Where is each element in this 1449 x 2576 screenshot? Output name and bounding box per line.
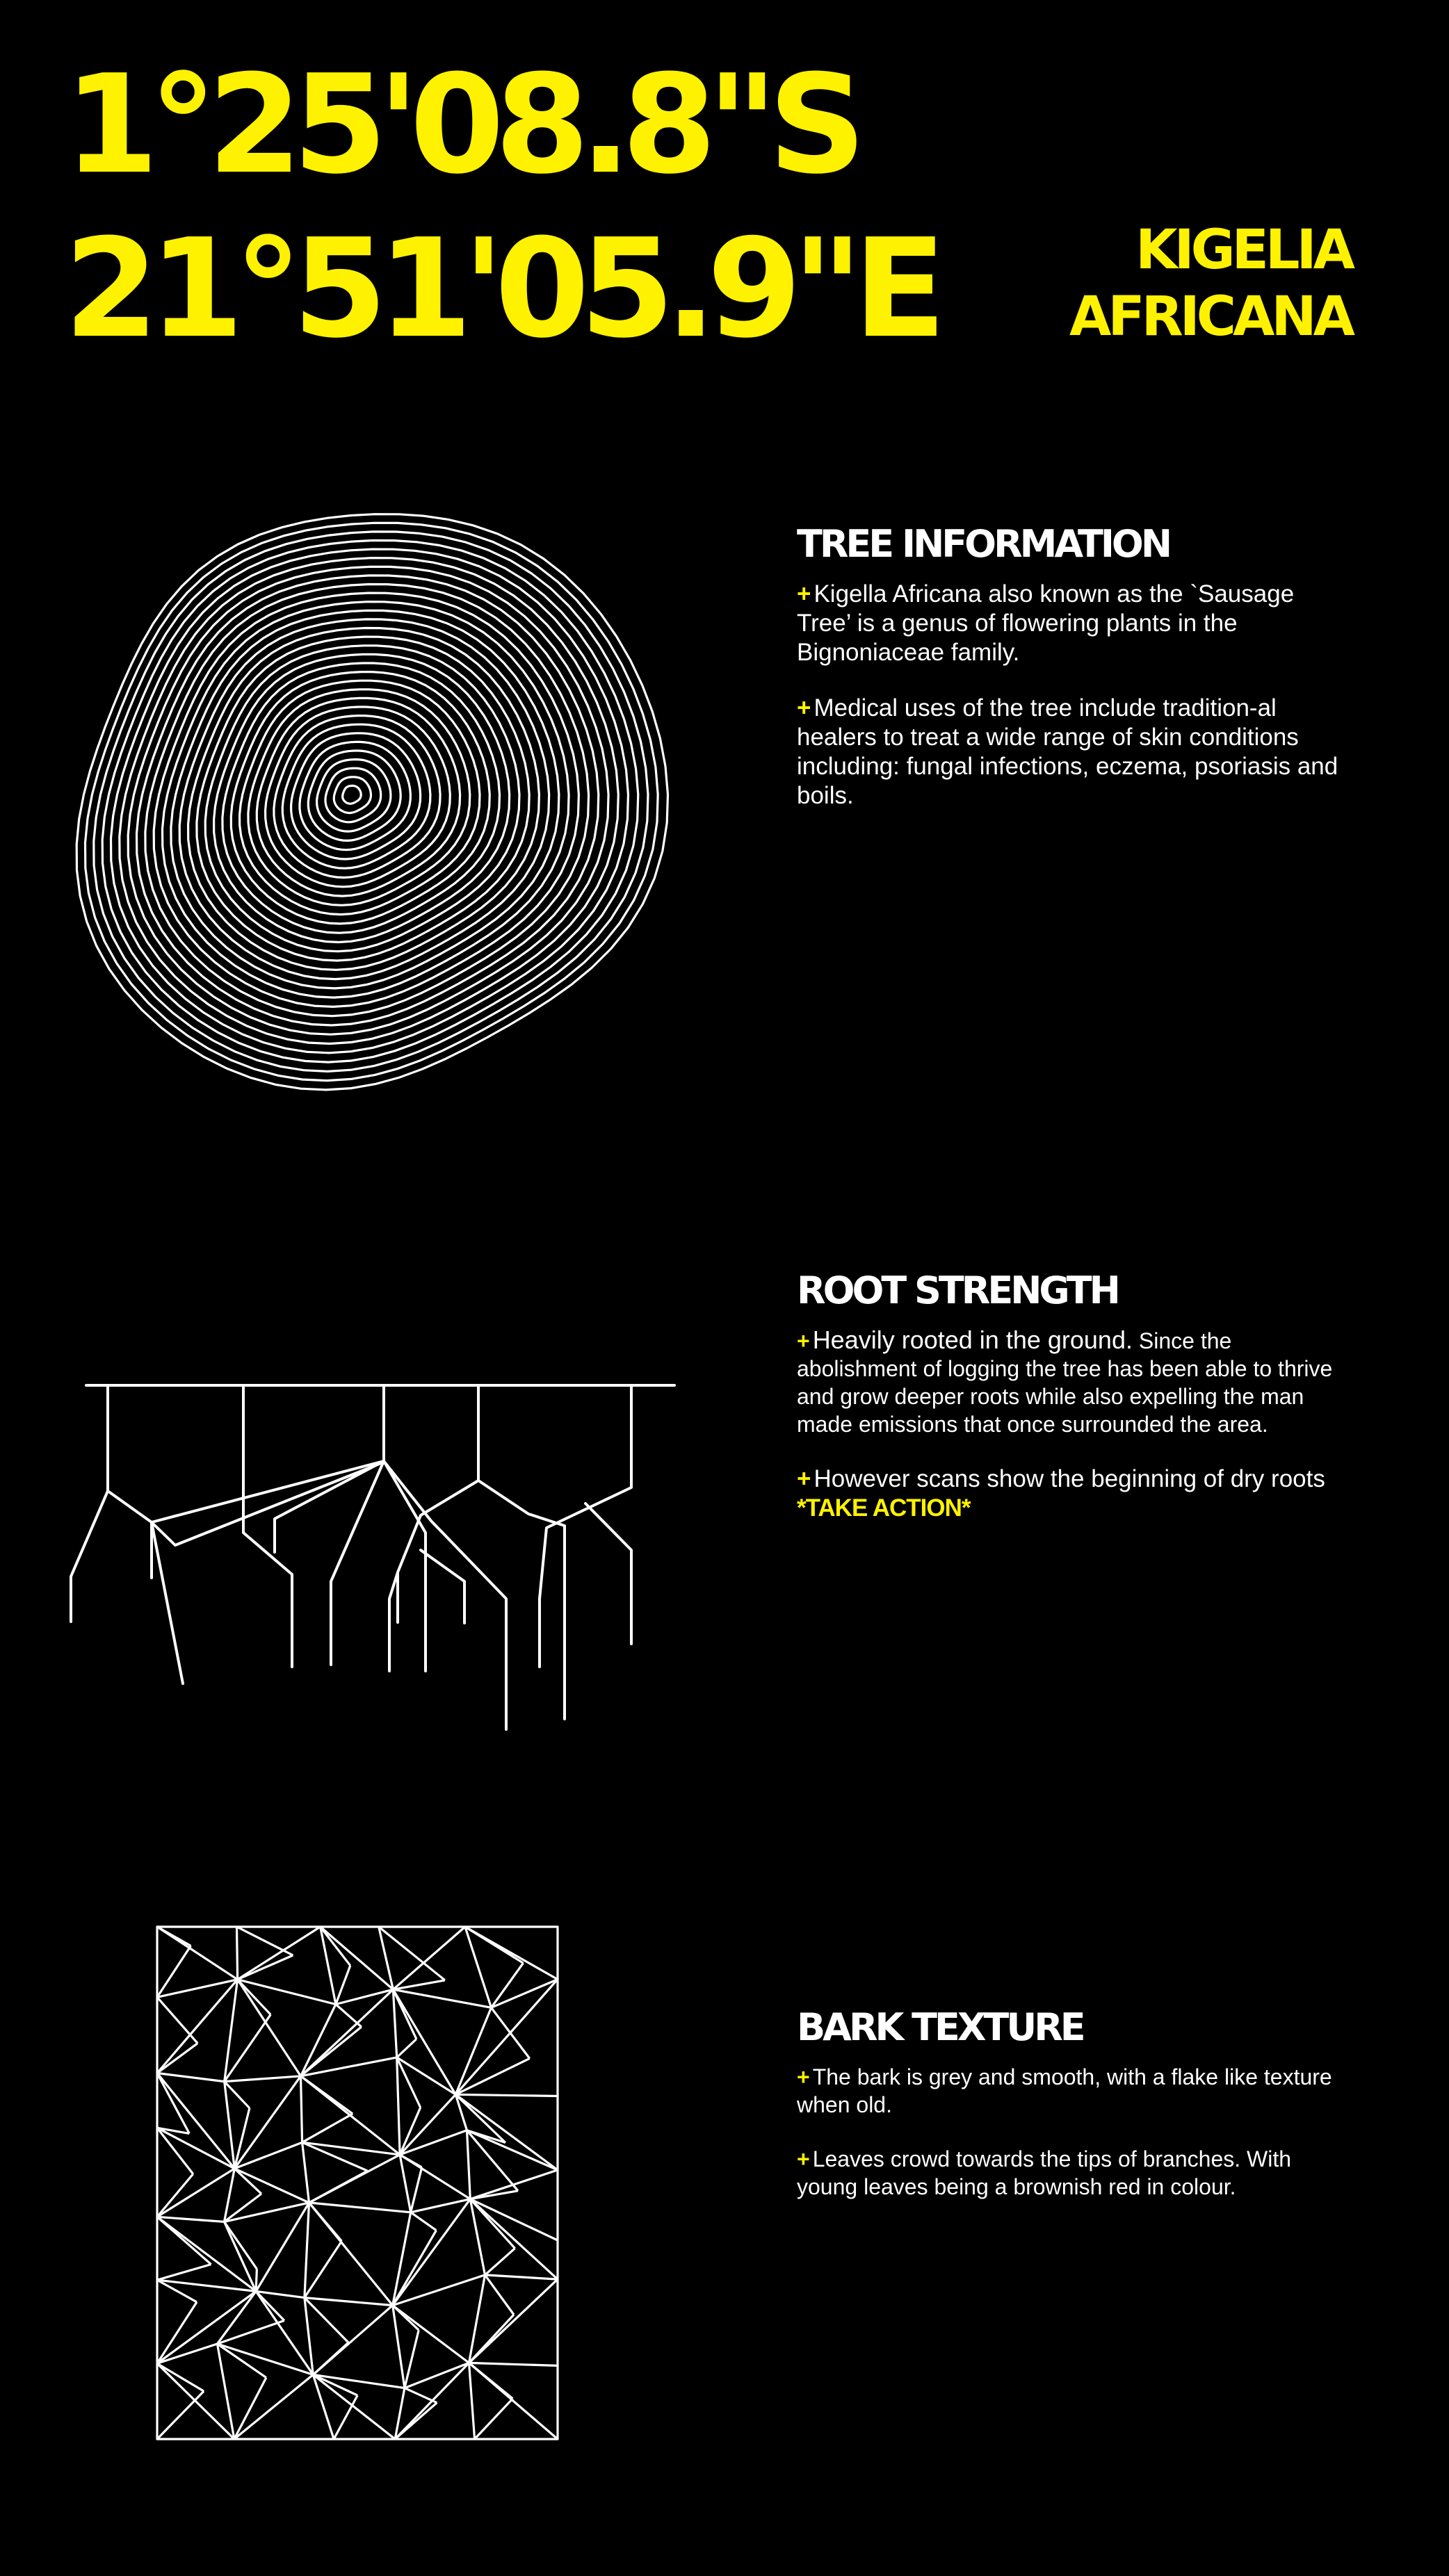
root-path (275, 1387, 384, 1552)
bark-crack (234, 2378, 266, 2439)
bark-crack (397, 2039, 416, 2057)
plus-icon: + (797, 580, 811, 608)
bark-crack (309, 2171, 368, 2203)
root-path (478, 1481, 565, 1719)
bark-crack (225, 2082, 235, 2169)
bark-crack (157, 2280, 256, 2291)
bark-crack (469, 2363, 558, 2365)
bark-crack (225, 2222, 257, 2269)
tree-ring (282, 724, 430, 868)
bark-crack (305, 2241, 342, 2297)
bark-crack (393, 1989, 455, 2094)
bark-crack (218, 2344, 314, 2374)
bark-crack (234, 2169, 261, 2194)
plus-icon: + (797, 2146, 810, 2171)
latitude-coordinate: 1°25'08.8"S (64, 46, 857, 204)
root-strength-lead: Heavily rooted in the ground. (812, 1326, 1133, 1354)
bark-crack (455, 2094, 558, 2096)
bark-crack (393, 2306, 469, 2363)
bark-crack (469, 2363, 513, 2398)
bark-crack (301, 2076, 353, 2114)
bark-texture-section (797, 2005, 1353, 2227)
bark-crack (393, 1989, 396, 2057)
bark-crack (237, 1927, 238, 1980)
bark-crack (302, 2142, 309, 2203)
tree-ring (274, 716, 440, 878)
bark-crack (157, 2217, 225, 2222)
bark-crack (301, 2005, 336, 2076)
bark-crack (475, 2399, 513, 2439)
root-path (108, 1491, 183, 1684)
bark-crack (469, 2363, 475, 2439)
bark-texture-text-2: Leaves crowd towards the tips of branches. With young leaves being a brownish red in colour. (797, 2146, 1292, 2199)
bark-crack (465, 1927, 524, 1963)
root-path (243, 1387, 292, 1667)
bark-crack (309, 2203, 342, 2241)
bark-crack (157, 2128, 234, 2169)
bark-crack (393, 2199, 471, 2306)
bark-crack (157, 2128, 193, 2174)
bark-crack (400, 2155, 411, 2212)
root-path (540, 1387, 631, 1667)
bark-crack (393, 1989, 416, 2039)
bark-crack (397, 2057, 400, 2155)
root-strength-paragraph-1 (797, 1326, 1353, 1438)
bark-crack (393, 1927, 465, 1989)
bark-crack (393, 1989, 491, 2007)
root-strength-text-2: However scans show the beginning of dry roots (813, 1465, 1325, 1492)
bark-crack (157, 2217, 256, 2291)
bark-crack (455, 2058, 529, 2094)
bark-crack (301, 2057, 397, 2076)
bark-crack (485, 2249, 515, 2275)
root-strength-section (797, 1269, 1353, 1549)
tree-ring (205, 646, 519, 952)
plus-icon: + (797, 694, 811, 722)
bark-crack (238, 1955, 293, 1980)
root-strength-paragraph-2 (797, 1465, 1353, 1523)
tree-information-text-1: Kigella Africana also known as the `Sausage Tree’ is a genus of flowering plants in the Bignoniaceae family. (797, 580, 1295, 666)
tree-information-section (797, 522, 1353, 837)
bark-crack (305, 2203, 309, 2298)
bark-crack (157, 2174, 193, 2217)
plus-icon: + (797, 2064, 810, 2089)
species-name-line1: KIGELIA (1135, 219, 1352, 282)
bark-crack (405, 2363, 469, 2388)
longitude-coordinate: 21°51'05.9"E (64, 210, 937, 368)
bark-crack (400, 2155, 422, 2167)
tree-information-paragraph-2 (797, 694, 1353, 810)
tree-ring (334, 777, 371, 813)
bark-crack (256, 2291, 284, 2320)
bark-crack (157, 2044, 197, 2073)
root-strength-text-1: Since the abolishment of logging the tree has been able to thrive and grow deeper roots while also expelling the man made emissions that once surrounded the area. (797, 1328, 1333, 1437)
root-path (331, 1461, 384, 1665)
bark-crack (405, 2330, 419, 2388)
bark-crack (492, 2007, 530, 2058)
tree-information-text-2: Medical uses of the tree include tradition-al healers to treat a wide range of skin conditions including: fungal infections, eczema, psoriasis and boils. (797, 694, 1338, 809)
root-strength-heading: ROOT STRENGTH (797, 1269, 1118, 1312)
bark-crack (405, 2388, 437, 2403)
take-action-callout: *TAKE ACTION* (797, 1494, 971, 1522)
bark-texture-paragraph-2 (797, 2145, 1353, 2201)
bark-crack (305, 2298, 348, 2343)
tree-ring (86, 523, 658, 1080)
bark-crack (455, 1980, 558, 2095)
bark-crack (218, 2344, 266, 2378)
bark-crack (336, 2005, 362, 2028)
bark-crack (157, 2073, 234, 2169)
bark-crack (470, 2199, 515, 2249)
tree-ring (171, 610, 559, 988)
bark-crack (157, 2265, 211, 2281)
bark-crack (157, 1927, 191, 1946)
plus-icon: + (797, 1328, 810, 1353)
bark-crack (485, 2275, 558, 2279)
bark-crack (313, 2342, 348, 2374)
root-path (71, 1387, 108, 1622)
bark-crack (302, 2114, 353, 2142)
bark-crack (225, 2082, 250, 2108)
bark-texture-paragraph-1 (797, 2063, 1353, 2119)
root-path (152, 1461, 384, 1522)
bark-crack (234, 2169, 309, 2203)
plus-icon: + (797, 1465, 811, 1492)
tree-information-heading: TREE INFORMATION (797, 522, 1170, 566)
bark-crack (485, 2275, 515, 2315)
root-path (152, 1463, 381, 1545)
bark-crack (218, 2321, 284, 2345)
bark-crack (411, 2167, 422, 2212)
bark-crack (157, 1946, 191, 1997)
bark-crack (470, 2199, 558, 2240)
bark-crack (393, 2306, 405, 2388)
bark-crack (157, 2217, 211, 2264)
tree-ring (179, 619, 549, 979)
bark-crack (411, 2212, 437, 2231)
root-path (585, 1503, 631, 1644)
bark-crack (234, 2374, 313, 2439)
bark-crack (157, 2344, 218, 2363)
root-path (421, 1550, 464, 1623)
bark-crack (256, 2291, 305, 2297)
bark-crack (301, 2027, 362, 2076)
tree-information-paragraph-1 (797, 580, 1353, 667)
bark-crack (301, 2076, 302, 2142)
bark-texture-text-1: The bark is grey and smooth, with a flake like texture when old. (797, 2064, 1332, 2117)
bark-crack (455, 2007, 491, 2094)
tree-rings-illustration (76, 514, 667, 1090)
bark-crack (313, 2374, 334, 2439)
bark-crack (309, 2203, 411, 2212)
bark-crack (336, 1966, 350, 2005)
bark-crack (305, 2298, 393, 2306)
bark-texture-illustration (157, 1927, 558, 2439)
species-name-line2: AFRICANA (1069, 286, 1352, 348)
bark-crack (157, 2169, 234, 2217)
bark-crack (157, 2073, 189, 2134)
bark-texture-heading: BARK TEXTURE (797, 2005, 1083, 2049)
bark-crack (225, 2076, 301, 2082)
tree-ring (248, 690, 470, 906)
bark-crack (256, 2269, 257, 2291)
bark-crack (157, 2391, 204, 2439)
bark-crack (237, 1927, 293, 1955)
tree-ring (308, 751, 400, 840)
bark-crack (225, 2222, 257, 2291)
tree-ring (145, 585, 589, 1016)
bark-crack (157, 1997, 197, 2043)
bark-crack (334, 2395, 357, 2439)
root-strength-illustration (71, 1385, 674, 1729)
bark-crack (467, 2130, 471, 2199)
bark-crack (157, 2302, 197, 2363)
bark-crack (256, 2203, 309, 2292)
bark-crack (157, 2073, 225, 2082)
tree-ring (343, 785, 362, 804)
